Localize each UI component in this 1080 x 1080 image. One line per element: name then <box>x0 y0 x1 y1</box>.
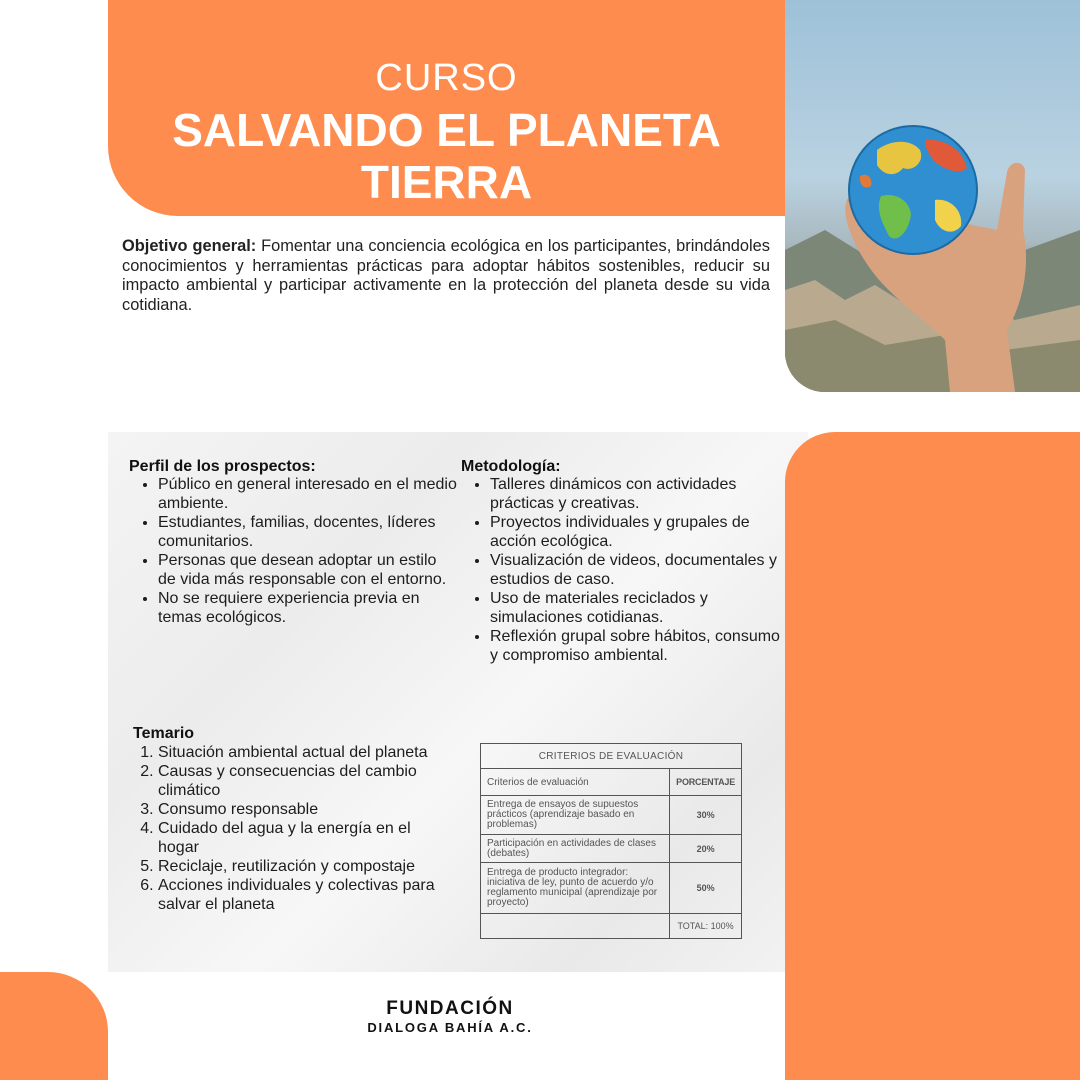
list-item: • Personas que desean adoptar un estilo de vida más responsable con el entorno. <box>158 551 458 589</box>
list-item: 2. Causas y consecuencias del cambio climático <box>158 762 454 800</box>
globe-in-hand-photo <box>785 0 1080 392</box>
list-item: • Uso de materiales reciclados y simulaciones cotidianas. <box>490 589 790 627</box>
list-item: • Visualización de videos, documentales y estudios de caso. <box>490 551 790 589</box>
list-item: • Público en general interesado en el medio ambiente. <box>158 475 458 513</box>
list-item: • Talleres dinámicos con actividades prácticas y creativas. <box>490 475 790 513</box>
orange-side-panel <box>785 432 1080 1080</box>
course-title-line1: SALVANDO EL PLANETA <box>172 104 721 156</box>
percent-cell: 30% <box>670 796 742 835</box>
list-item: 4. Cuidado del agua y la energía en el hogar <box>158 819 454 857</box>
objective-label: Objetivo general: <box>122 237 257 255</box>
criterion-cell: Entrega de ensayos de supuestos prácticos (aprendizaje basado en problemas) <box>481 796 670 835</box>
general-objective <box>122 237 770 315</box>
list-item: • No se requiere experiencia previa en temas ecológicos. <box>158 589 458 627</box>
table-row <box>481 863 742 914</box>
evaluation-table-title: CRITERIOS DE EVALUACIÓN <box>481 744 742 769</box>
empty-cell <box>481 914 670 939</box>
criterion-cell: Entrega de producto integrador: iniciativa de ley, punto de acuerdo y/o reglamento municipal (aprendizaje por proyecto) <box>481 863 670 914</box>
course-title <box>108 104 785 208</box>
list-item: 5. Reciclaje, reutilización y compostaje <box>158 857 454 876</box>
objective-text: Fomentar una conciencia ecológica en los participantes, brindándoles conocimientos y herramientas prácticas para adoptar hábitos sostenibles, reducir su impacto ambiental y participar activamente en la protección del planeta desde su vida cotidiana. <box>122 237 770 314</box>
list-item: 3. Consumo responsable <box>158 800 454 819</box>
methodology-list <box>460 475 790 665</box>
syllabus-title: Temario <box>133 725 195 742</box>
list-item: 6. Acciones individuales y colectivas para salvar el planeta <box>158 876 454 914</box>
course-title-line2: TIERRA <box>360 156 533 208</box>
list-item: • Reflexión grupal sobre hábitos, consumo y compromiso ambiental. <box>490 627 790 665</box>
percent-cell: 20% <box>670 835 742 863</box>
course-kicker: CURSO <box>375 57 518 99</box>
list-item: • Estudiantes, familias, docentes, líderes comunitarios. <box>158 513 458 551</box>
list-item: • Proyectos individuales y grupales de acción ecológica. <box>490 513 790 551</box>
profile-title: Perfil de los prospectos: <box>129 458 316 475</box>
table-row <box>481 796 742 835</box>
foundation-subtitle: DIALOGA BAHÍA A.C. <box>367 1020 533 1035</box>
profile-list <box>128 475 458 627</box>
list-item: 1. Situación ambiental actual del planeta <box>158 743 454 762</box>
criterion-cell: Participación en actividades de clases (debates) <box>481 835 670 863</box>
foundation-name: FUNDACIÓN <box>386 998 514 1019</box>
syllabus-list <box>132 743 454 914</box>
table-row <box>481 835 742 863</box>
percent-column-header: PORCENTAJE <box>670 769 742 796</box>
total-cell: TOTAL: 100% <box>670 914 742 939</box>
evaluation-table <box>480 743 742 939</box>
orange-corner-shape <box>0 972 108 1080</box>
percent-cell: 50% <box>670 863 742 914</box>
globe-photo-illustration <box>785 0 1080 392</box>
criteria-column-header: Criterios de evaluación <box>481 769 670 796</box>
methodology-title: Metodología: <box>461 458 561 475</box>
